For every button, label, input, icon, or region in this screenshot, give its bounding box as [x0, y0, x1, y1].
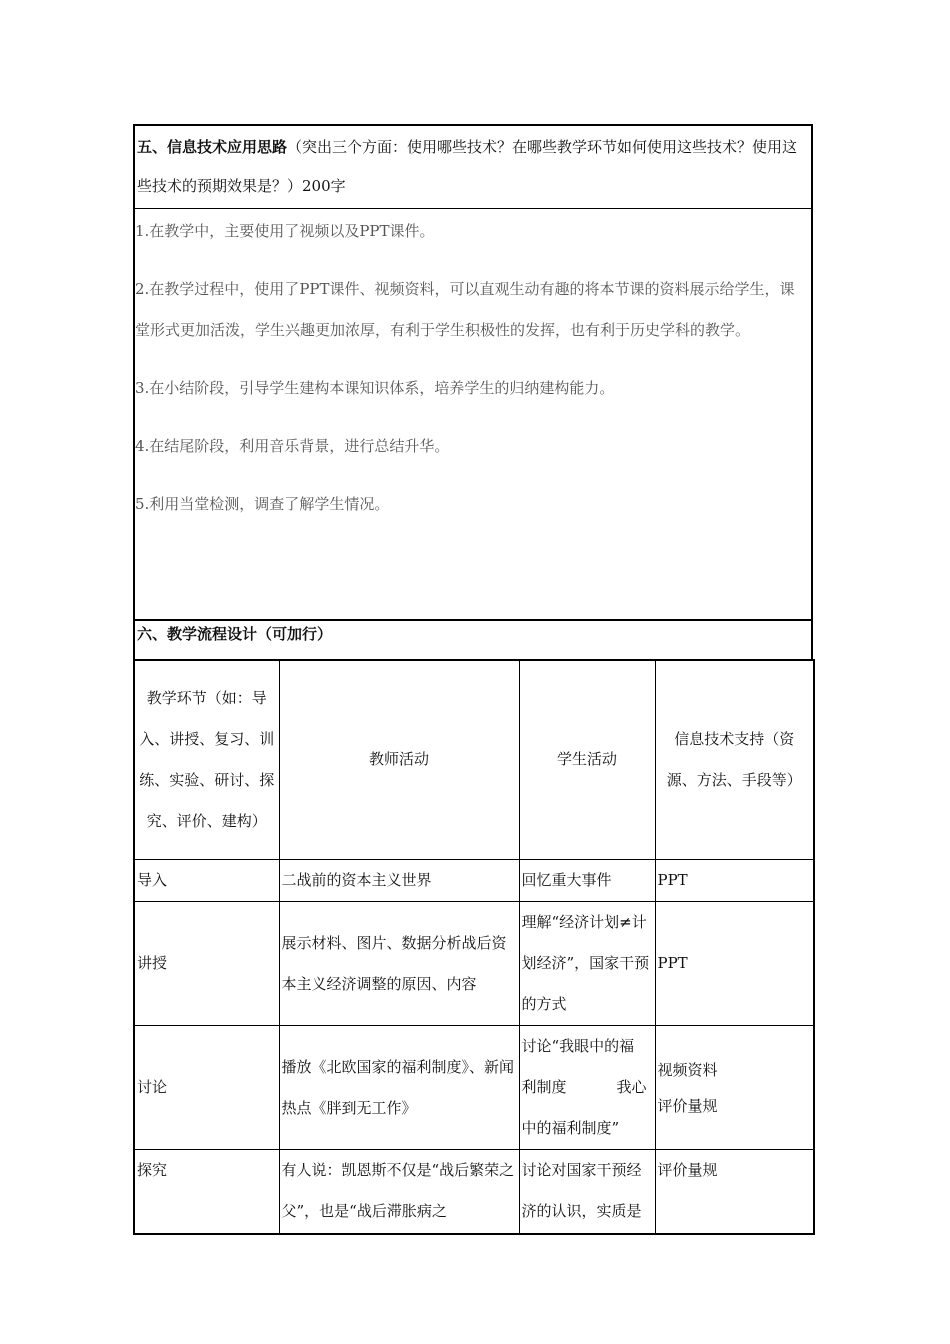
cell-teacher-activity: 二战前的资本主义世界: [279, 860, 519, 902]
section-5-content: [135, 209, 811, 525]
table-row: [134, 860, 814, 902]
cell-teacher-activity: 播放《北欧国家的福利制度》、新闻热点《胖到无工作》: [279, 1026, 519, 1150]
cell-teacher-activity: 展示材料、图片、数据分析战后资本主义经济调整的原因、内容: [279, 902, 519, 1026]
cell-tech-support: 评价量规: [655, 1150, 814, 1234]
cell-stage: 探究: [134, 1150, 279, 1234]
table-header-row: [134, 660, 814, 860]
tech-support-video: 视频资料: [657, 1060, 718, 1079]
student-activity-line-1: 讨论“我眼中的福: [521, 1037, 635, 1055]
student-activity-line-3: 中的福利制度”: [521, 1119, 620, 1137]
section-5-item-2: 2.在教学过程中，使用了PPT课件、视频资料，可以直观生动有趣的将本节课的资料展示给学生，课堂形式更加活泼，学生兴趣更加浓厚，有利于学生积极性的发挥，也有利于历史学科的教学。: [135, 280, 795, 339]
section-5-item-4: 4.在结尾阶段，利用音乐背景，进行总结升华。: [135, 437, 450, 455]
cell-stage: 讨论: [134, 1026, 279, 1150]
cell-tech-support: [655, 1026, 814, 1150]
header-stage: 教学环节（如：导入、讲授、复习、训练、实验、研讨、探究、评价、建构）: [134, 660, 279, 860]
cell-student-activity: 讨论对国家干预经济的认识，实质是: [519, 1150, 655, 1234]
section-5-item-1: 1.在教学中，主要使用了视频以及PPT课件。: [135, 222, 435, 240]
header-student-activity: 学生活动: [519, 660, 655, 860]
section-5-box: [133, 124, 813, 621]
cell-tech-support: PPT: [655, 860, 814, 902]
section-5-heading-rest: （突出三个方面：使用哪些技术？在哪些教学环节如何使用这些技术？使用这些技术的预期效果是？）200字: [137, 138, 798, 195]
section-5-heading-bold: 五、信息技术应用思路: [137, 138, 288, 156]
section-5-item-3: 3.在小结阶段，引导学生建构本课知识体系，培养学生的归纳建构能力。: [135, 379, 615, 397]
table-row: [134, 902, 814, 1026]
tech-support-rubric: 评价量规: [657, 1096, 718, 1115]
cell-student-activity: 回忆重大事件: [519, 860, 655, 902]
cell-stage: 导入: [134, 860, 279, 902]
cell-student-activity: 理解“经济计划≠计划经济”，国家干预的方式: [519, 902, 655, 1026]
table-row: [134, 1026, 814, 1150]
cell-tech-support: PPT: [655, 902, 814, 1026]
teaching-flow-table: [133, 659, 815, 1235]
section-5-heading: [135, 126, 811, 209]
student-activity-line-2: 利制度 我心: [522, 1067, 655, 1108]
table-row: [134, 1150, 814, 1234]
section-6-title: 六、教学流程设计（可加行）: [133, 619, 813, 661]
header-tech-support: 信息技术支持（资源、方法、手段等）: [655, 660, 814, 860]
header-teacher-activity: 教师活动: [279, 660, 519, 860]
cell-teacher-activity: 有人说：凯恩斯不仅是“战后繁荣之父”，也是“战后滞胀病之: [279, 1150, 519, 1234]
cell-student-activity: [519, 1026, 655, 1150]
section-5-item-5: 5.利用当堂检测，调查了解学生情况。: [135, 495, 390, 513]
student-activity-fragment: 我心: [616, 1078, 647, 1096]
cell-stage: 讲授: [134, 902, 279, 1026]
